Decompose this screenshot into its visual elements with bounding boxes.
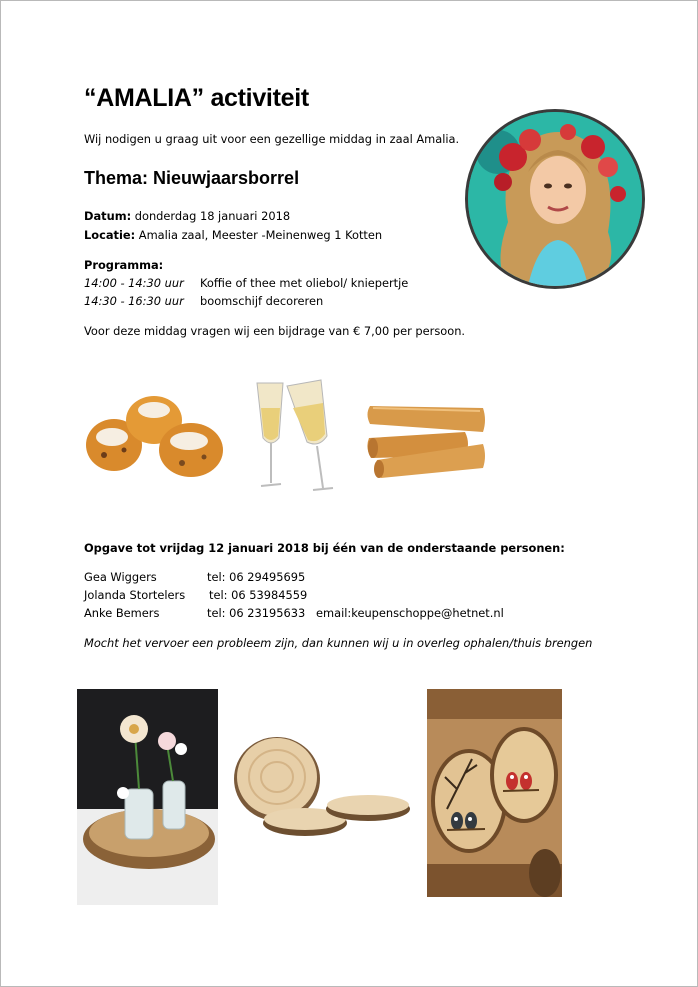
date-label: Datum: bbox=[84, 209, 132, 223]
location-label: Locatie: bbox=[84, 228, 136, 242]
portrait-image bbox=[465, 109, 645, 289]
location-line bbox=[84, 228, 382, 242]
theme-heading: Thema: Nieuwjaarsborrel bbox=[84, 168, 300, 188]
date-line bbox=[84, 209, 290, 223]
page-title: “AMALIA” activiteit bbox=[84, 84, 309, 112]
program-heading: Programma: bbox=[84, 258, 164, 272]
kniepertjes-image bbox=[365, 402, 487, 478]
program-time-1: 14:00 - 14:30 uur bbox=[84, 276, 184, 290]
program-activity-2: boomschijf decoreren bbox=[200, 294, 324, 308]
decorated-slices-image bbox=[427, 689, 562, 897]
transport-note: Mocht het vervoer een probleem zijn, dan kunnen wij u in overleg ophalen/thuis brengen bbox=[84, 636, 593, 650]
intro-text: Wij nodigen u graag uit voor een gezellige middag in zaal Amalia. bbox=[84, 132, 460, 146]
contact-name-2: Jolanda Stortelers bbox=[84, 588, 186, 602]
contact-name-3: Anke Bemers bbox=[84, 606, 160, 620]
contact-tel-3: tel: 06 23195633 bbox=[207, 606, 306, 620]
contact-tel-1: tel: 06 29495695 bbox=[207, 570, 306, 584]
contribution-text: Voor deze middag vragen wij een bijdrage van € 7,00 per persoon. bbox=[84, 324, 466, 338]
oliebollen-image bbox=[84, 395, 226, 480]
contact-name-1: Gea Wiggers bbox=[84, 570, 157, 584]
location-value: Amalia zaal, Meester -Meinenweg 1 Kotten bbox=[135, 228, 383, 242]
contact-tel-2: tel: 06 53984559 bbox=[209, 588, 308, 602]
program-activity-1: Koffie of thee met oliebol/ kniepertje bbox=[200, 276, 409, 290]
registration-heading: Opgave tot vrijdag 12 januari 2018 bij één van de onderstaande personen: bbox=[84, 541, 565, 555]
program-time-2: 14:30 - 16:30 uur bbox=[84, 294, 184, 308]
champagne-image bbox=[247, 378, 335, 494]
centerpiece-image bbox=[77, 689, 218, 905]
tree-slices-image bbox=[233, 735, 411, 838]
date-value: donderdag 18 januari 2018 bbox=[131, 209, 291, 223]
contact-email-3[interactable]: email:keupenschoppe@hetnet.nl bbox=[316, 606, 504, 620]
